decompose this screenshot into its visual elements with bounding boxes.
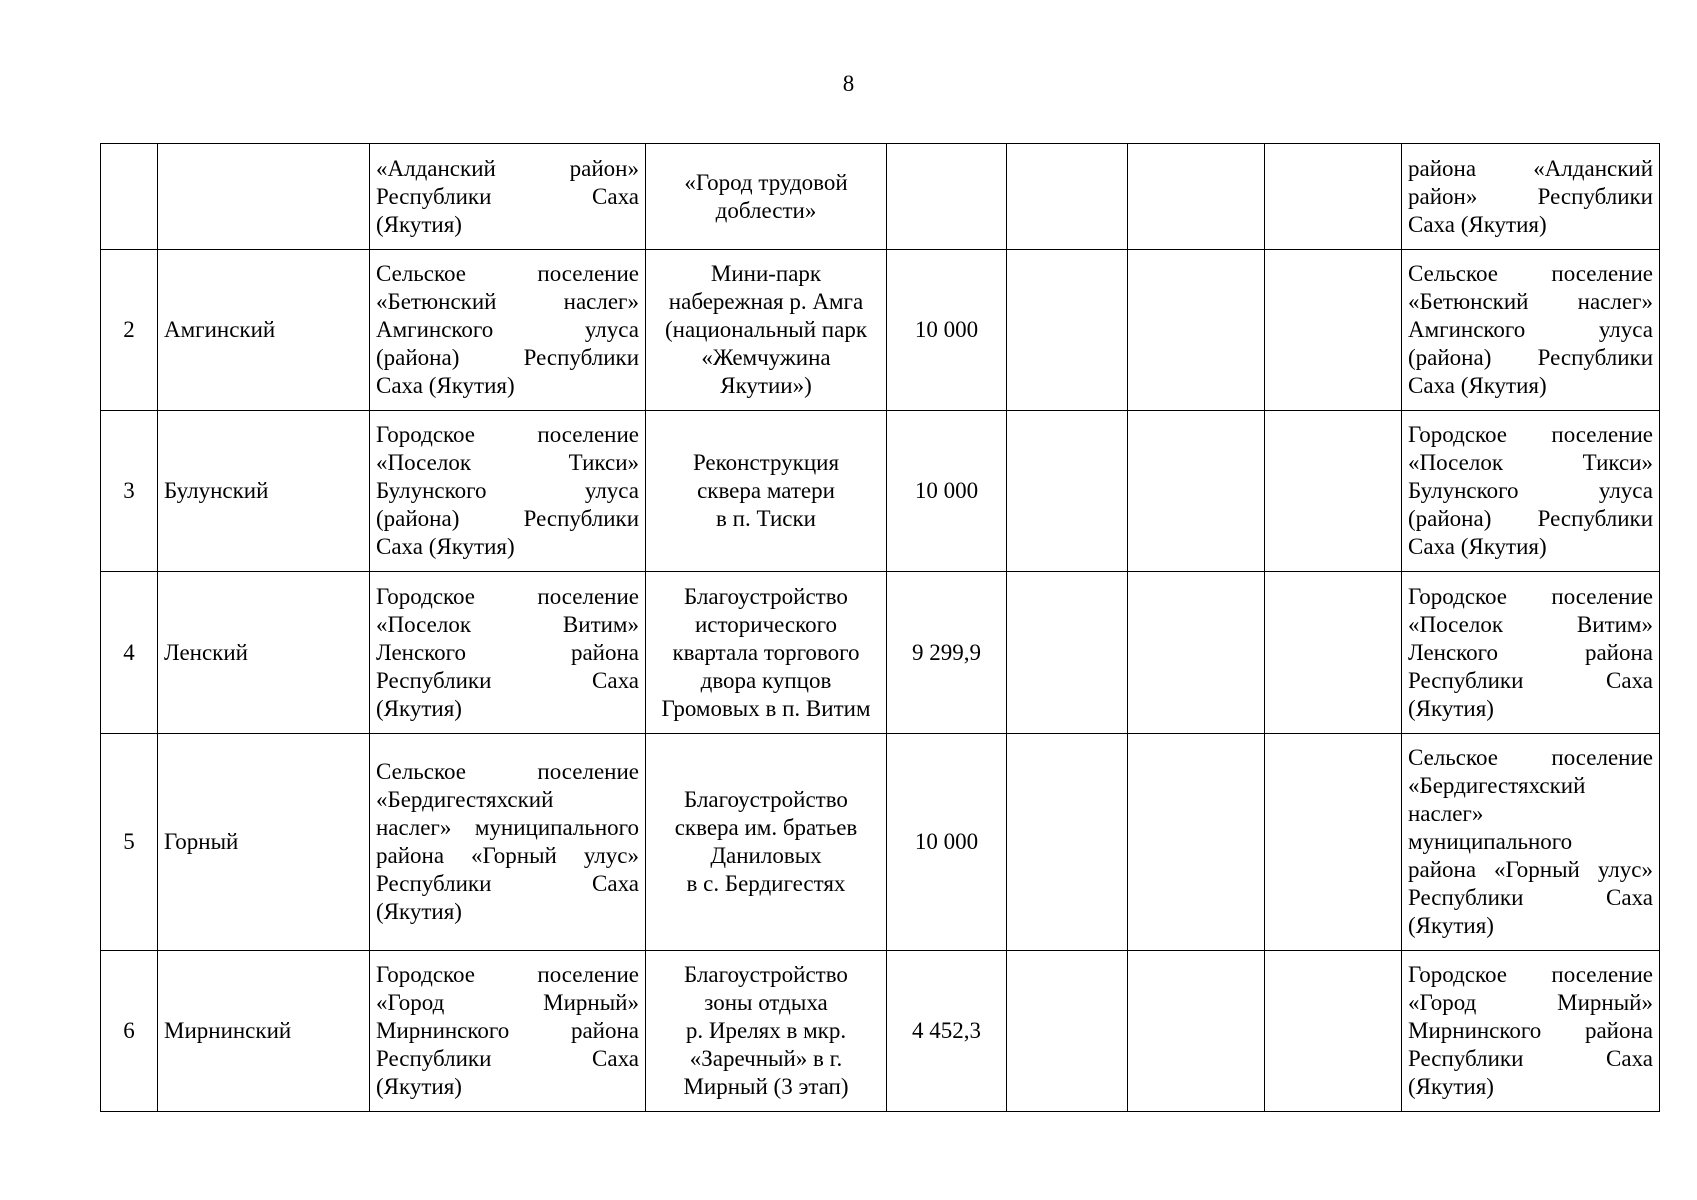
- object-cell-line: в с. Бердигестях: [686, 871, 846, 896]
- recipient-cell: [1402, 951, 1660, 1112]
- settlement-cell-line: Ленского района: [376, 639, 639, 665]
- settlement-cell-line: (Якутия): [376, 695, 462, 721]
- empty-cell: [1265, 951, 1402, 1112]
- object-cell-line: Даниловых: [710, 843, 822, 868]
- table-row: [101, 572, 1660, 734]
- recipient-cell-line: (Якутия): [1408, 1074, 1494, 1099]
- settlement-cell-line: Сельское поселение: [376, 759, 639, 784]
- recipient-cell-line: Саха (Якутия): [1408, 534, 1547, 559]
- page-number: 8: [842, 71, 855, 96]
- object-cell-line: в п. Тиски: [716, 506, 816, 531]
- amount-cell: 4 452,3: [887, 951, 1007, 1112]
- recipient-cell-line: район» Республики: [1408, 183, 1653, 209]
- table-row: [101, 411, 1660, 572]
- settlement-cell-line: (района) Республики: [376, 506, 639, 531]
- recipient-cell-line: «Поселок Витим»: [1408, 611, 1653, 637]
- recipient-cell-line: (района) Республики: [1408, 506, 1653, 531]
- settlement-cell-line: Городское поселение: [376, 583, 639, 609]
- settlement-cell-line: Республики Саха: [376, 183, 639, 209]
- empty-cell: [1128, 250, 1265, 411]
- recipient-cell-line: Сельское поселение: [1408, 745, 1653, 770]
- empty-cell: [1007, 734, 1128, 951]
- district-cell: Горный: [158, 734, 370, 951]
- object-cell-line: Благоустройство: [684, 583, 848, 609]
- settlement-cell: [370, 951, 646, 1112]
- object-cell-line: «Заречный» в г.: [689, 1046, 843, 1071]
- object-cell: [646, 411, 887, 572]
- object-cell-line: квартала торгового: [672, 639, 860, 665]
- object-cell-line: набережная р. Амга: [668, 289, 864, 314]
- settlement-cell-line: «Поселок Тикси»: [376, 450, 639, 475]
- recipient-cell-line: (района) Республики: [1408, 345, 1653, 370]
- settlement-cell-line: (Якутия): [376, 211, 462, 237]
- row-number-cell: [101, 144, 158, 250]
- recipient-cell: [1402, 250, 1660, 411]
- recipient-cell: [1402, 572, 1660, 734]
- district-cell: Мирнинский: [158, 951, 370, 1112]
- district-cell: [158, 144, 370, 250]
- empty-cell: [1128, 144, 1265, 250]
- recipient-cell-line: Амгинского улуса: [1408, 317, 1653, 342]
- amount-cell: 9 299,9: [887, 572, 1007, 734]
- settlement-cell-line: (Якутия): [376, 1074, 462, 1099]
- settlement-cell-line: «Город Мирный»: [376, 990, 639, 1015]
- recipient-cell: [1402, 734, 1660, 951]
- object-cell-line: Мини-парк: [710, 261, 822, 286]
- empty-cell: [1128, 951, 1265, 1112]
- row-number-cell: 2: [101, 250, 158, 411]
- settlement-cell: [370, 734, 646, 951]
- settlement-cell-line: (Якутия): [376, 899, 462, 924]
- object-cell-line: исторического: [695, 611, 837, 637]
- settlement-cell-line: «Алданский район»: [376, 155, 639, 181]
- recipient-cell-line: Республики Саха: [1408, 885, 1653, 910]
- recipient-cell-line: (Якутия): [1408, 695, 1494, 721]
- table-row: [101, 734, 1660, 951]
- settlement-cell-line: Саха (Якутия): [376, 373, 515, 398]
- recipient-cell: [1402, 411, 1660, 572]
- recipient-cell-line: Булунского улуса: [1408, 478, 1653, 503]
- row-number-cell: 5: [101, 734, 158, 951]
- settlement-cell: [370, 572, 646, 734]
- settlement-cell-line: района «Горный улус»: [376, 843, 639, 868]
- amount-cell: [887, 144, 1007, 250]
- object-cell-line: «Жемчужина: [701, 345, 831, 370]
- settlement-cell: [370, 250, 646, 411]
- recipient-cell-line: наслег»: [1408, 801, 1484, 826]
- recipient-cell-line: «Поселок Тикси»: [1408, 450, 1653, 475]
- recipient-cell-line: «Бердигестяхский: [1408, 773, 1586, 798]
- settlement-cell-line: Республики Саха: [376, 871, 639, 896]
- settlement-cell: [370, 144, 646, 250]
- settlement-cell-line: Саха (Якутия): [376, 534, 515, 559]
- recipient-cell-line: Саха (Якутия): [1408, 373, 1547, 398]
- empty-cell: [1007, 572, 1128, 734]
- empty-cell: [1265, 572, 1402, 734]
- object-cell-line: «Город трудовой: [684, 169, 848, 195]
- empty-cell: [1007, 250, 1128, 411]
- empty-cell: [1007, 411, 1128, 572]
- object-cell-line: Якутии»): [720, 373, 812, 398]
- table-row: [101, 951, 1660, 1112]
- amount-cell: 10 000: [887, 734, 1007, 951]
- object-cell: [646, 250, 887, 411]
- settlement-cell-line: Амгинского улуса: [376, 317, 639, 342]
- settlement-cell-line: «Бердигестяхский: [376, 787, 554, 812]
- recipient-cell-line: «Бетюнский наслег»: [1408, 289, 1653, 314]
- district-cell: Амгинский: [158, 250, 370, 411]
- district-cell: Ленский: [158, 572, 370, 734]
- empty-cell: [1265, 734, 1402, 951]
- object-cell: [646, 144, 887, 250]
- recipient-cell-line: Мирнинского района: [1408, 1018, 1653, 1043]
- settlement-cell-line: Булунского улуса: [376, 478, 639, 503]
- object-cell-line: р. Ирелях в мкр.: [685, 1018, 847, 1043]
- recipient-cell-line: Республики Саха: [1408, 1046, 1653, 1071]
- recipient-cell-line: муниципального: [1408, 829, 1573, 854]
- empty-cell: [1265, 144, 1402, 250]
- object-cell-line: Благоустройство: [684, 962, 848, 987]
- empty-cell: [1265, 411, 1402, 572]
- settlement-cell-line: «Бетюнский наслег»: [376, 289, 639, 314]
- row-number-cell: 4: [101, 572, 158, 734]
- empty-cell: [1128, 572, 1265, 734]
- empty-cell: [1128, 734, 1265, 951]
- object-cell: [646, 572, 887, 734]
- object-cell-line: доблести»: [715, 197, 817, 223]
- table-row: [101, 144, 1660, 250]
- recipient-cell-line: «Город Мирный»: [1408, 990, 1653, 1015]
- object-cell-line: сквера матери: [697, 478, 835, 503]
- district-cell: Булунский: [158, 411, 370, 572]
- recipient-cell-line: Саха (Якутия): [1408, 211, 1547, 237]
- recipient-cell-line: Ленского района: [1408, 639, 1653, 665]
- settlement-cell-line: «Поселок Витим»: [376, 611, 639, 637]
- settlement-cell-line: (района) Республики: [376, 345, 639, 370]
- row-number-cell: 3: [101, 411, 158, 572]
- table-row: [101, 250, 1660, 411]
- recipient-cell-line: района «Алданский: [1408, 155, 1653, 181]
- amount-cell: 10 000: [887, 411, 1007, 572]
- settlement-cell-line: наслег» муниципального: [376, 815, 639, 840]
- settlement-cell-line: Мирнинского района: [376, 1018, 639, 1043]
- recipient-cell-line: Городское поселение: [1408, 422, 1653, 447]
- recipient-cell-line: района «Горный улус»: [1408, 857, 1653, 882]
- funding-table: [100, 143, 1660, 1112]
- recipient-cell: [1402, 144, 1660, 250]
- empty-cell: [1007, 951, 1128, 1112]
- settlement-cell-line: Городское поселение: [376, 962, 639, 987]
- object-cell-line: Благоустройство: [684, 787, 848, 812]
- table-body: [101, 144, 1660, 1112]
- amount-cell: 10 000: [887, 250, 1007, 411]
- empty-cell: [1128, 411, 1265, 572]
- object-cell-line: сквера им. братьев: [674, 815, 858, 840]
- settlement-cell-line: Городское поселение: [376, 422, 639, 447]
- row-number-cell: 6: [101, 951, 158, 1112]
- object-cell-line: Громовых в п. Витим: [661, 695, 871, 721]
- object-cell-line: зоны отдыха: [704, 990, 828, 1015]
- recipient-cell-line: Городское поселение: [1408, 962, 1653, 987]
- object-cell-line: Мирный (3 этап): [683, 1074, 849, 1099]
- recipient-cell-line: Сельское поселение: [1408, 261, 1653, 286]
- object-cell: [646, 951, 887, 1112]
- object-cell-line: (национальный парк: [665, 317, 867, 342]
- recipient-cell-line: Республики Саха: [1408, 667, 1653, 693]
- object-cell: [646, 734, 887, 951]
- object-cell-line: Реконструкция: [692, 450, 840, 475]
- settlement-cell-line: Республики Саха: [376, 1046, 639, 1071]
- empty-cell: [1265, 250, 1402, 411]
- recipient-cell-line: Городское поселение: [1408, 583, 1653, 609]
- object-cell-line: двора купцов: [700, 667, 832, 693]
- recipient-cell-line: (Якутия): [1408, 913, 1494, 938]
- settlement-cell-line: Республики Саха: [376, 667, 639, 693]
- settlement-cell: [370, 411, 646, 572]
- empty-cell: [1007, 144, 1128, 250]
- settlement-cell-line: Сельское поселение: [376, 261, 639, 286]
